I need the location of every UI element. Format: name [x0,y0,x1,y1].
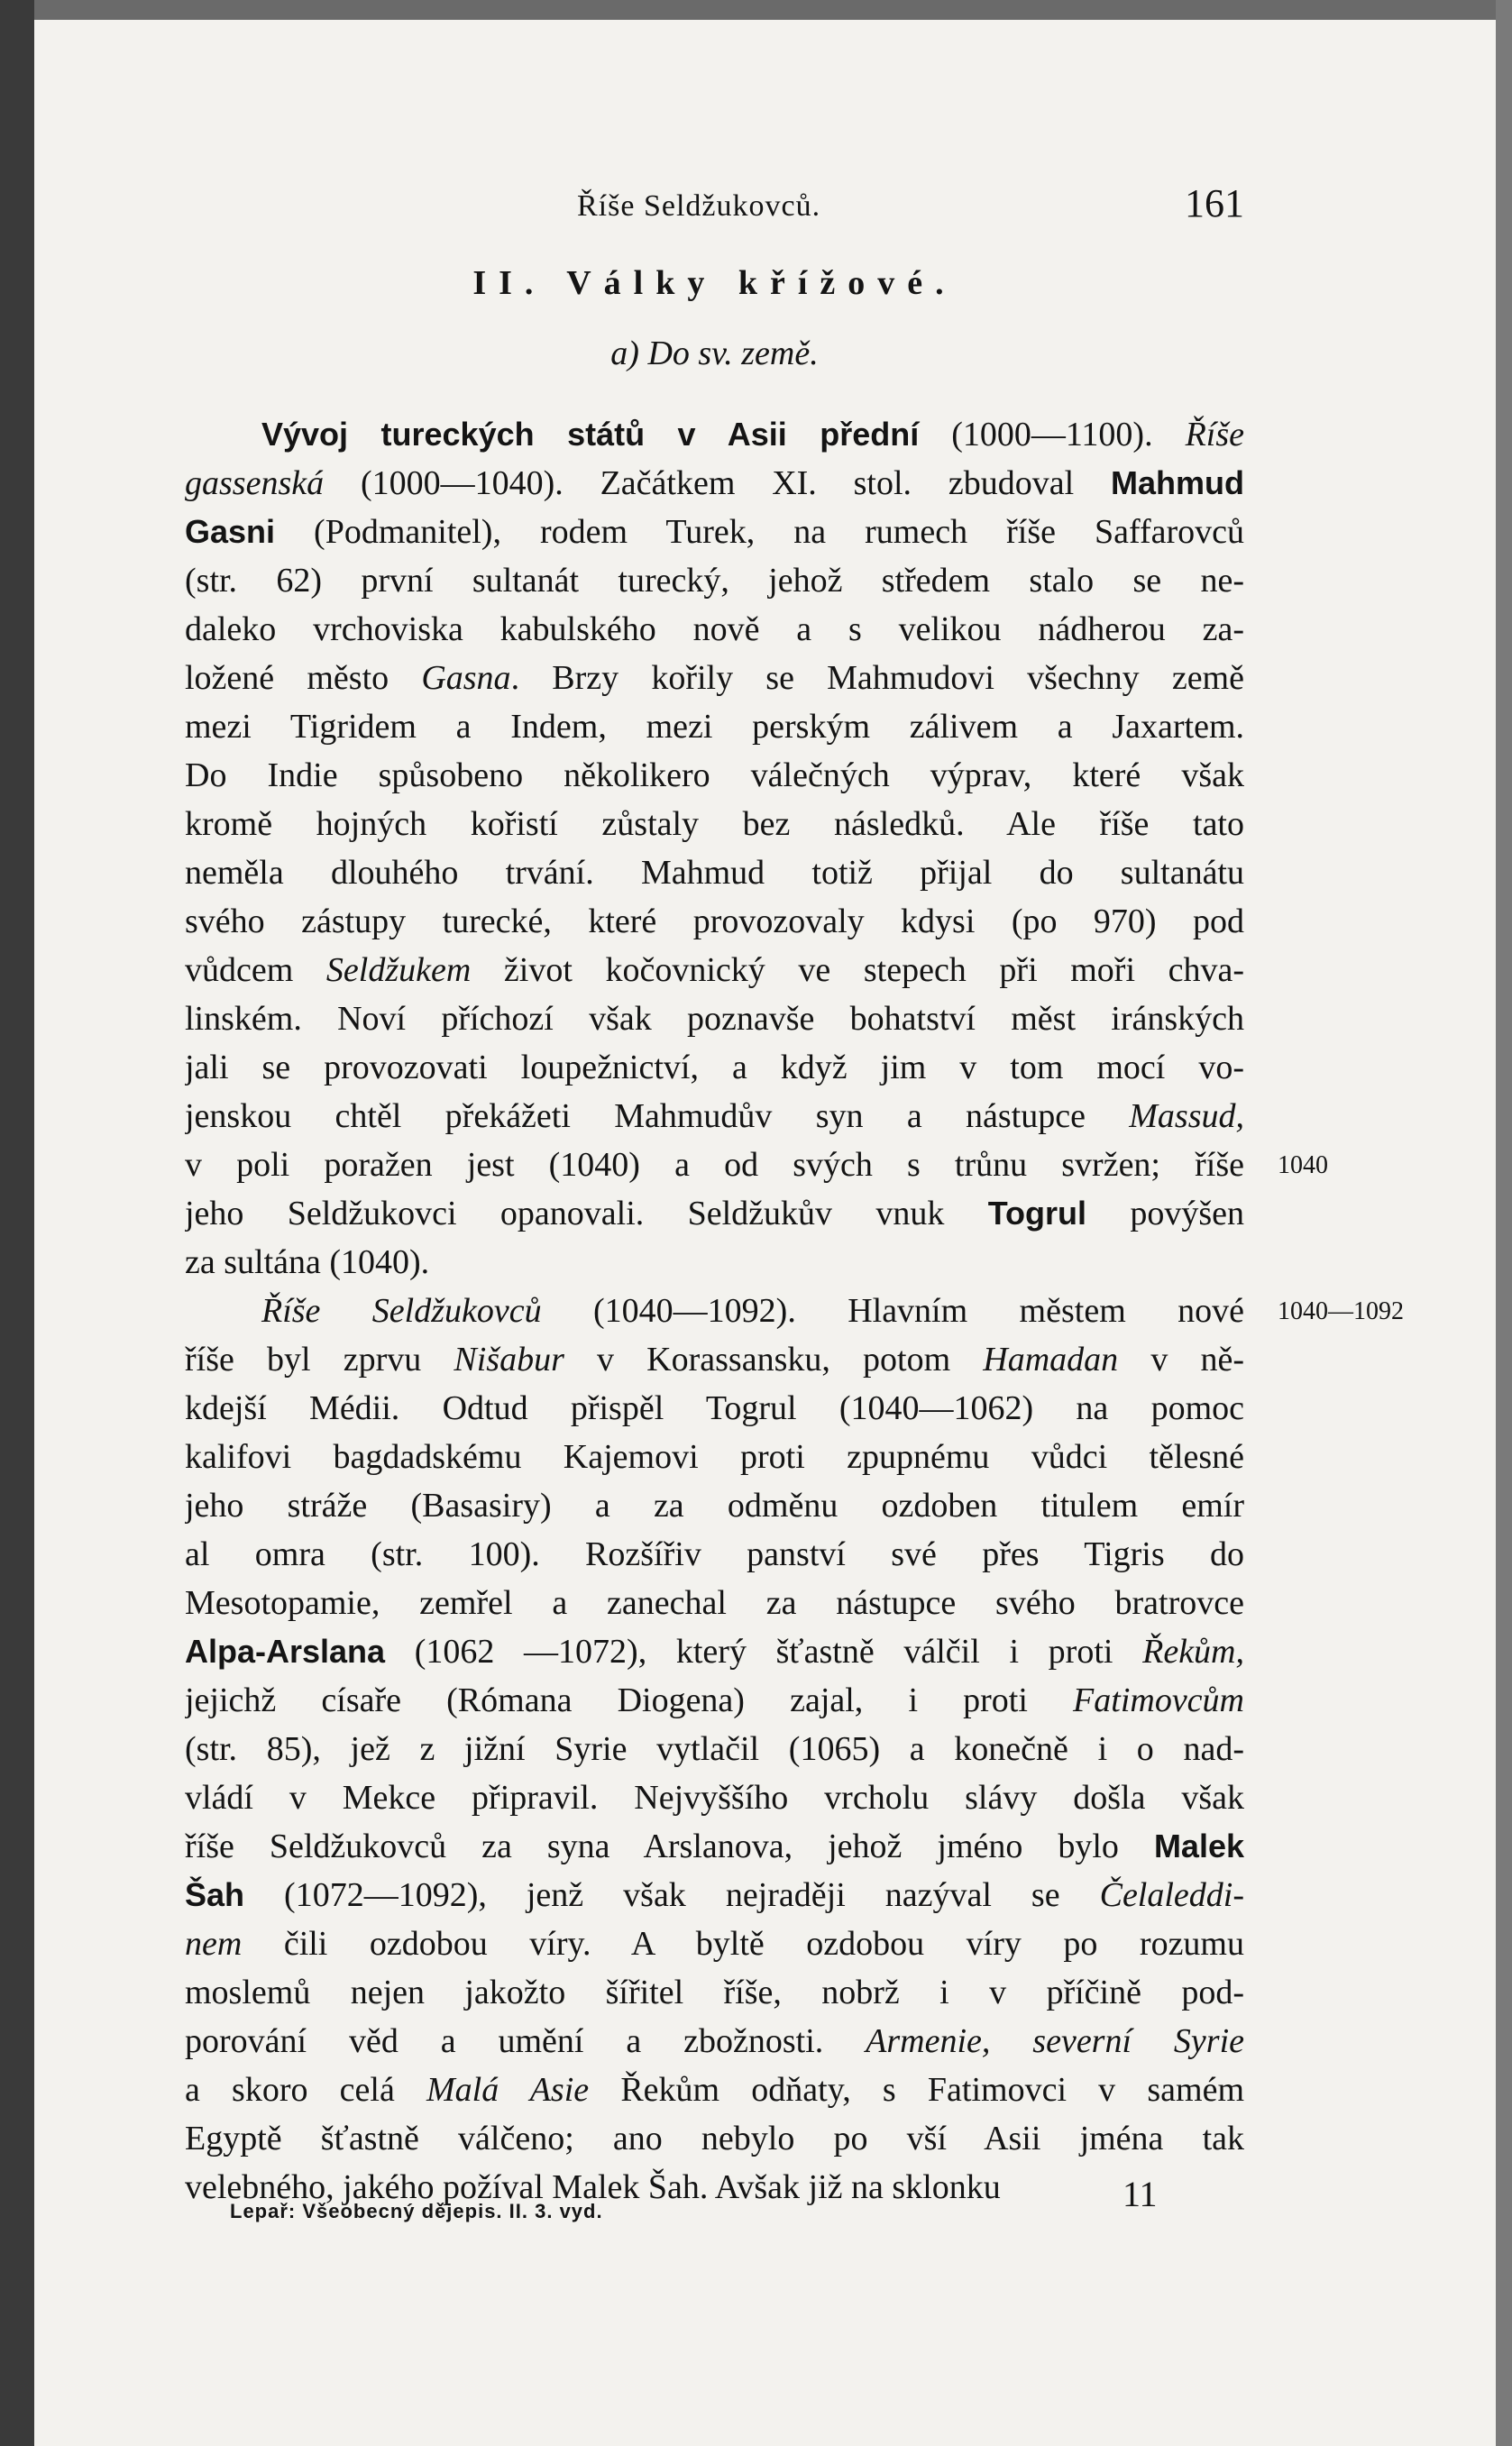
text-run: Říše Seldžukovců [261,1292,542,1330]
text-line [185,702,1244,751]
text-line [185,800,1244,848]
text-line [185,459,1244,508]
text-run: moslemů nejen jakožto šířitel říše, nobrž i v příčině pod- [185,1974,1244,2011]
text-run: Do Indie spůsobeno několikero válečných výprav, které však [185,756,1244,794]
text-line [185,897,1244,946]
text-line [185,946,1244,994]
text-run: Malek [1153,1828,1244,1864]
text-line [185,654,1244,702]
text-line [185,1773,1244,1822]
text-run: al omra (str. 100). Rozšířiv panství své přes Tigris do [185,1535,1244,1573]
text-line [185,751,1244,800]
page-number: 161 [1185,181,1244,225]
text-run: velebného, jakého požíval Malek Šah. Avšak již na sklonku [185,2168,1001,2206]
text-run: gassenská [185,464,325,502]
text-run: Seldžukem [325,951,472,989]
body-text [185,410,1244,2212]
text-run: kromě hojných kořistí zůstaly bez následků. Ale říše tato [185,805,1244,843]
text-line [185,1579,1244,1627]
text-line [185,1141,1244,1189]
text-run: Gasna [421,659,511,697]
text-run: za sultána (1040). [185,1243,430,1281]
footer-book-title: Lepař: Všeobecný dějepis. II. 3. vyd. [230,2200,603,2222]
text-run: nem [185,1925,243,1963]
text-run: Říše [1185,416,1244,453]
text-line [185,1725,1244,1773]
text-run: Armenie, severní Syrie [866,2022,1244,2060]
text-run: jeho stráže (Basasiry) a za odměnu ozdoben titulem emír [185,1487,1244,1525]
text-line [185,2066,1244,2114]
running-head: Říše Seldžukovců. [577,189,821,223]
text-run: kalifovi bagdadskému Kajemovi proti zpupnému vůdci tělesné [185,1438,1244,1476]
text-run: Řekům, [1142,1633,1244,1671]
text-run: Malá Asie [426,2071,590,2109]
text-line [185,994,1244,1043]
text-run: porování věd a umění a zbožnosti. [185,2022,866,2060]
scan-border-left [0,0,34,2446]
text-line [185,1092,1244,1141]
text-run: Čelaleddi- [1099,1876,1244,1914]
text-run: život kočovnický ve stepech při moři chva- [471,951,1244,989]
text-run: mezi Tigridem a Indem, mezi perským zálivem a Jaxartem. [185,708,1244,746]
margin-date-note: 1040—1092 [1278,1297,1404,1325]
text-run: říše byl zprvu [185,1341,454,1379]
text-run: jali se provozovati loupežnictví, a když jim v tom mocí vo- [185,1049,1244,1086]
text-run: vůdcem [185,951,326,989]
text-run: Gasni [185,513,276,550]
text-run: Vývoj tureckých států v Asii přední [261,416,920,453]
text-run: Togrul [987,1195,1087,1232]
text-line [185,410,1244,459]
text-run: ložené město [185,659,422,697]
page-footer [185,2182,1244,2236]
text-run: povýšen [1086,1195,1244,1232]
text-run: Massud, [1129,1097,1244,1135]
text-line [185,1627,1244,1676]
text-run: Egyptě šťastně válčeno; ano nebylo po vší Asii jména tak [185,2120,1244,2157]
text-line [185,1919,1244,1968]
text-run: . Brzy kořily se Mahmudovi všechny země [510,659,1244,697]
text-line [185,1676,1244,1725]
text-run: v Korassansku, potom [564,1341,984,1379]
text-run: jenskou chtěl překážeti Mahmudův syn a nástupce [185,1097,1130,1135]
text-run: (1000—1040). Začátkem XI. stol. zbudoval [324,464,1111,502]
text-line [185,848,1244,897]
chapter-title [185,263,1244,303]
text-line [185,1871,1244,1919]
text-run: Řekům odňaty, s Fatimovci v samém [589,2071,1244,2109]
text-run: (1040—1092). Hlavním městem nové [541,1292,1244,1330]
text-run: a skoro celá [185,2071,427,2109]
text-run: (1000—1100). [919,416,1186,453]
text-run: (str. 62) první sultanát turecký, jehož středem stalo se ne- [185,562,1244,600]
scan-border-right [1496,0,1512,2446]
chapter-title-text: II. Války křížové. [472,264,957,302]
text-run: vládí v Mekce připravil. Nejvyššího vrcholu slávy došla však [185,1779,1244,1817]
text-run: Mahmud [1111,464,1244,501]
text-run: Alpa-Arslana [185,1633,386,1670]
text-run: v poli poražen jest (1040) a od svých s trůnu svržen; říše [185,1146,1244,1184]
text-line [185,1433,1244,1481]
text-run: (1072—1092), jenž však nejraději nazýval se [244,1876,1100,1914]
text-run: daleko vrchoviska kabulského nově a s velikou nádherou za- [185,610,1244,648]
text-run: říše Seldžukovců za syna Arslanova, jehož jméno bylo [185,1828,1154,1865]
text-run: v ně- [1118,1341,1244,1379]
text-line [185,2114,1244,2163]
text-line [185,1481,1244,1530]
text-run: neměla dlouhého trvání. Mahmud totiž přijal do sultanátu [185,854,1244,892]
text-run: svého zástupy turecké, které provozovaly kdysi (po 970) pod [185,902,1244,940]
text-run: Šah [185,1876,245,1913]
text-run: Nišabur [454,1341,564,1379]
text-run: Hamadan [983,1341,1119,1379]
text-line [185,1189,1244,1238]
printer-signature: 11 [1123,2174,1158,2214]
text-run: jeho Seldžukovci opanovali. Seldžukův vnuk [185,1195,988,1232]
text-line [185,1335,1244,1384]
text-line [185,1238,1244,1287]
text-line [185,508,1244,556]
text-line [185,1822,1244,1871]
text-line [185,556,1244,605]
text-run: (str. 85), jež z jižní Syrie vytlačil (1065) a konečně i o nad- [185,1730,1244,1768]
text-run: Fatimovcům [1073,1681,1244,1719]
margin-date-note: 1040 [1278,1151,1328,1179]
text-line [185,1287,1244,1335]
text-run: kdejší Médii. Odtud přispěl Togrul (1040—1062) na pomoc [185,1389,1244,1427]
text-line [185,605,1244,654]
section-title: a) Do sv. země. [610,334,819,372]
text-line [185,1968,1244,2017]
text-run: čili ozdobou víry. A byltě ozdobou víry po rozumu [242,1925,1244,1963]
scan-border-top [0,0,1512,20]
text-run: (Podmanitel), rodem Turek, na rumech říše Saffarovců [275,513,1244,551]
text-line [185,1530,1244,1579]
text-run: linském. Noví příchozí však poznavše bohatství měst iránských [185,1000,1244,1038]
text-line [185,1384,1244,1433]
text-line [185,2017,1244,2066]
page-header [185,180,1244,234]
text-run: jejichž císaře (Rómana Diogena) zajal, i proti [185,1681,1074,1719]
text-line [185,1043,1244,1092]
text-run: (1062 —1072), který šťastně válčil i proti [385,1633,1143,1671]
text-run: Mesotopamie, zemřel a zanechal za nástupce svého bratrovce [185,1584,1244,1622]
